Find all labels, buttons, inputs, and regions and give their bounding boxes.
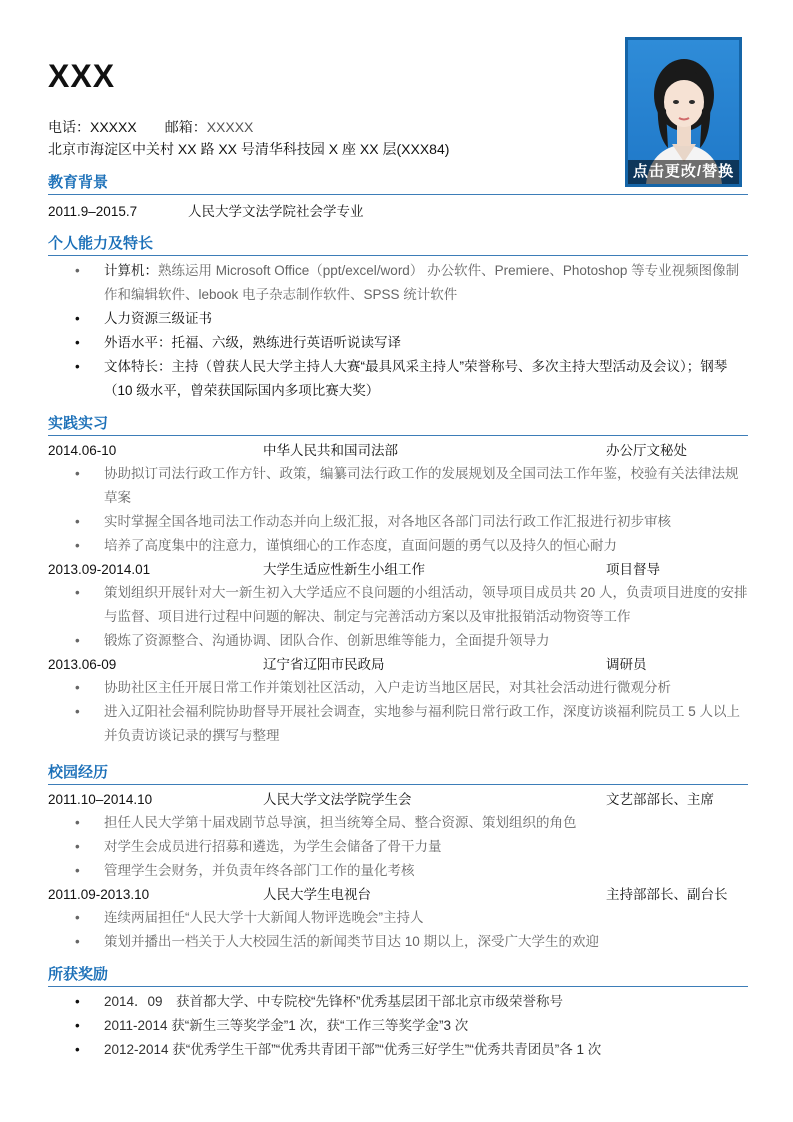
skills-section xyxy=(48,234,748,403)
skill-label: 外语水平： xyxy=(104,335,172,350)
practice-bullets xyxy=(48,462,748,558)
list-item: • 对学生会成员进行招募和遴选，为学生会储备了骨干力量 xyxy=(48,835,748,859)
list-item: • 2011-2014 获“新生三等奖学金”1 次，获“工作三等奖学金”3 次 xyxy=(48,1014,748,1038)
contact-info xyxy=(48,116,449,160)
list-item: • 进入辽阳社会福利院协助督导开展社会调查，实地参与福利院日常行政工作，深度访谈福利院员工 5 人以上并负责访谈记录的撰写与整理 xyxy=(48,700,748,748)
list-item xyxy=(48,355,748,403)
list-item: • 培养了高度集中的注意力，谨慎细心的工作态度，直面问题的勇气以及持久的恒心耐力 xyxy=(48,534,748,558)
section-title: 个人能力及特长 xyxy=(48,235,154,252)
campus-entry-header xyxy=(48,883,748,906)
list-item: • 连续两届担任“人民大学十大新闻人物评选晚会”主持人 xyxy=(48,906,748,930)
entry-org: 人民大学生电视台 xyxy=(263,887,371,902)
practice-bullets xyxy=(48,676,748,748)
email-label: 邮箱： xyxy=(164,119,207,135)
awards-section xyxy=(48,965,748,1062)
list-item xyxy=(48,331,748,355)
awards-list xyxy=(48,990,748,1062)
practice-entry-header xyxy=(48,653,748,676)
education-school: 人民大学文法学院社会学专业 xyxy=(188,204,364,219)
list-item: • 策划组织开展针对大一新生初入大学适应不良问题的小组活动，领导项目成员共 20 人，负责项目进度的安排与监督、项目进行过程中问题的解决、制定与完善活动方案以及审批报销活动物资等工作 xyxy=(48,581,748,629)
phone-value: XXXXX xyxy=(90,119,137,135)
section-title: 校园经历 xyxy=(48,764,109,781)
practice-bullets xyxy=(48,581,748,653)
skill-label: 人力资源三级证书 xyxy=(104,311,212,326)
skill-label: 文体特长： xyxy=(104,359,172,374)
photo-replace-caption[interactable]: 点击更改/替换 xyxy=(628,160,739,184)
skill-text: 熟练运用 Microsoft Office（ppt/excel/word） 办公软件、Premiere、Photoshop 等专业视频图像制作和编辑软件、lebook 电子杂志制作软件、SPSS 统计软件 xyxy=(104,263,740,302)
entry-date: 2013.06-09 xyxy=(48,657,117,672)
section-title: 教育背景 xyxy=(48,174,109,191)
skill-label: 计算机： xyxy=(104,263,158,278)
campus-section xyxy=(48,763,748,954)
practice-entry-header xyxy=(48,558,748,581)
skill-text: 主持（曾获人民大学主持人大赛“最具风采主持人”荣誉称号、多次主持大型活动及会议）；钢琴（10 级水平，曾荣获国际国内多项比赛大奖） xyxy=(104,359,728,398)
campus-entry-header xyxy=(48,788,748,811)
profile-photo[interactable] xyxy=(625,37,742,187)
skill-text: 托福、六级，熟练进行英语听说读写译 xyxy=(171,335,401,350)
list-item: • 策划并播出一档关于人大校园生活的新闻类节目达 10 期以上，深受广大学生的欢迎 xyxy=(48,930,748,954)
entry-org: 人民大学文法学院学生会 xyxy=(263,792,412,807)
list-item: • 实时掌握全国各地司法工作动态并向上级汇报，对各地区各部门司法行政工作汇报进行初步审核 xyxy=(48,510,748,534)
list-item: • 协助拟订司法行政工作方针、政策，编纂司法行政工作的发展规划及全国司法工作年鉴，校验有关法律法规草案 xyxy=(48,462,748,510)
practice-section xyxy=(48,414,748,748)
section-divider xyxy=(48,986,748,987)
section-divider xyxy=(48,435,748,436)
entry-org: 大学生适应性新生小组工作 xyxy=(263,562,425,577)
education-date: 2011.9–2015.7 xyxy=(48,204,138,219)
entry-date: 2014.06-10 xyxy=(48,443,117,458)
list-item: • 2012-2014 获“优秀学生干部”“优秀共青团干部”“优秀三好学生”“优秀共青团员”各 1 次 xyxy=(48,1038,748,1062)
phone-label: 电话： xyxy=(48,119,90,135)
list-item: • 协助社区主任开展日常工作并策划社区活动，入户走访当地区居民，对其社会活动进行微观分析 xyxy=(48,676,748,700)
address: 北京市海淀区中关村 XX 路 XX 号清华科技园 X 座 XX 层(XXX84) xyxy=(48,141,450,157)
list-item: • 锻炼了资源整合、沟通协调、团队合作、创新思维等能力，全面提升领导力 xyxy=(48,629,748,653)
education-row xyxy=(48,200,748,223)
entry-date: 2011.10–2014.10 xyxy=(48,792,153,807)
entry-date: 2011.09-2013.10 xyxy=(48,887,150,902)
entry-role: 调研员 xyxy=(606,657,647,672)
entry-role: 主持部部长、副台长 xyxy=(606,887,728,902)
list-item xyxy=(48,259,748,307)
entry-org: 辽宁省辽阳市民政局 xyxy=(263,657,385,672)
entry-role: 项目督导 xyxy=(606,562,660,577)
entry-org: 中华人民共和国司法部 xyxy=(263,443,398,458)
list-item: • 管理学生会财务，并负责年终各部门工作的量化考核 xyxy=(48,859,748,883)
section-divider xyxy=(48,194,748,195)
practice-entry-header xyxy=(48,439,748,462)
education-section xyxy=(48,173,748,223)
section-title: 实践实习 xyxy=(48,415,109,432)
list-item: • 2014．09 获首都大学、中专院校“先锋杯”优秀基层团干部北京市级荣誉称号 xyxy=(48,990,748,1014)
list-item: • 担任人民大学第十届戏剧节总导演，担当统筹全局、整合资源、策划组织的角色 xyxy=(48,811,748,835)
entry-role: 文艺部部长、主席 xyxy=(606,792,714,807)
campus-bullets xyxy=(48,811,748,883)
contact-line xyxy=(48,116,449,138)
email-value: XXXXX xyxy=(206,119,254,135)
section-title: 所获奖励 xyxy=(48,966,109,983)
candidate-name: XXX xyxy=(48,58,116,94)
entry-date: 2013.09-2014.01 xyxy=(48,562,151,577)
section-divider xyxy=(48,784,748,785)
entry-role: 办公厅文秘处 xyxy=(606,443,687,458)
campus-bullets xyxy=(48,906,748,954)
skills-list xyxy=(48,259,748,403)
section-divider xyxy=(48,255,748,256)
list-item xyxy=(48,307,748,331)
